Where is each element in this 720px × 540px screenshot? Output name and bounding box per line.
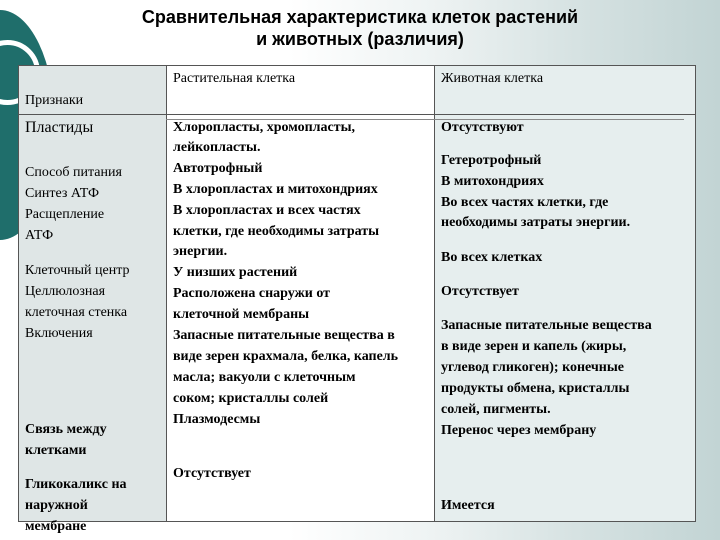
animal-plastids: Отсутствуют — [441, 120, 524, 135]
animal-inclusions-2: в виде зерен и капель (жиры, — [441, 339, 627, 354]
column-divider-2 — [434, 65, 435, 522]
feature-inclusions: Включения — [25, 326, 93, 341]
header-features: Признаки — [25, 93, 84, 108]
feature-cell-wall-1: Целлюлозная — [25, 284, 106, 299]
table-border-bottom — [18, 521, 696, 522]
plant-plastids-1: Хлоропласты, хромопласты, — [173, 120, 356, 135]
animal-atp-breakdown-2: необходимы затраты энергии. — [441, 215, 631, 230]
feature-cell-wall-2: клеточная стенка — [25, 305, 128, 320]
header-plant: Растительная клетка — [173, 71, 296, 86]
table-header-divider — [18, 114, 696, 115]
animal-inclusions-5: солей, пигменты. — [441, 402, 551, 417]
feature-glycocalyx-1: Гликокаликс на — [25, 477, 127, 492]
plant-atp-synthesis: В хлоропластах и митохондриях — [173, 182, 378, 197]
plant-inclusions-4: соком; кристаллы солей — [173, 391, 329, 406]
plant-atp-breakdown-1: В хлоропластах и всех частях — [173, 203, 361, 218]
feature-cell-center: Клеточный центр — [25, 263, 130, 278]
animal-inclusions-3: углевод гликоген); конечные — [441, 360, 625, 375]
animal-glycocalyx: Имеется — [441, 498, 495, 513]
column-divider-1 — [166, 65, 167, 522]
plant-cell-wall-2: клеточной мембраны — [173, 307, 310, 322]
slide-title — [0, 6, 720, 50]
feature-glycocalyx-2: наружной — [25, 498, 88, 513]
feature-atp-breakdown-1: Расщепление — [25, 207, 105, 222]
plant-cell-wall-1: Расположена снаружи от — [173, 286, 331, 301]
title-line-1: Сравнительная характеристика клеток растений — [141, 7, 579, 27]
animal-inclusions-4: продукты обмена, кристаллы — [441, 381, 630, 396]
plant-cell-center: У низших растений — [173, 265, 298, 280]
header-animal: Животная клетка — [441, 71, 544, 86]
animal-cell-connection: Перенос через мембрану — [441, 423, 597, 438]
plant-plastids-2: лейкопласты. — [173, 140, 261, 155]
plant-inclusions-1: Запасные питательные вещества в — [173, 328, 395, 343]
feature-atp-breakdown-2: АТФ — [25, 228, 54, 243]
feature-cell-connection-2: клетками — [25, 443, 87, 458]
feature-plastids: Пластиды — [25, 119, 94, 136]
plant-glycocalyx: Отсутствует — [173, 466, 251, 481]
table-border-left — [18, 65, 19, 522]
plant-inclusions-3: масла; вакуоли с клеточным — [173, 370, 356, 385]
feature-atp-synthesis: Синтез АТФ — [25, 186, 100, 201]
plant-atp-breakdown-3: энергии. — [173, 244, 228, 259]
animal-atp-synthesis: В митохондриях — [441, 174, 544, 189]
title-line-2: и животных (различия) — [256, 29, 464, 49]
plant-nutrition: Автотрофный — [173, 161, 263, 176]
table-border-top — [18, 65, 696, 66]
plant-cell-connection: Плазмодесмы — [173, 412, 261, 427]
table-border-right — [695, 65, 696, 522]
animal-nutrition: Гетеротрофный — [441, 153, 542, 168]
animal-atp-breakdown-1: Во всех частях клетки, где — [441, 195, 609, 210]
feature-nutrition: Способ питания — [25, 165, 122, 180]
plant-atp-breakdown-2: клетки, где необходимы затраты — [173, 224, 380, 239]
animal-cell-center: Во всех клетках — [441, 250, 543, 265]
feature-glycocalyx-3: мембране — [25, 519, 87, 534]
animal-cell-wall: Отсутствует — [441, 284, 519, 299]
feature-cell-connection-1: Связь между — [25, 422, 107, 437]
animal-inclusions-1: Запасные питательные вещества — [441, 318, 652, 333]
plant-inclusions-2: виде зерен крахмала, белка, капель — [173, 349, 399, 364]
